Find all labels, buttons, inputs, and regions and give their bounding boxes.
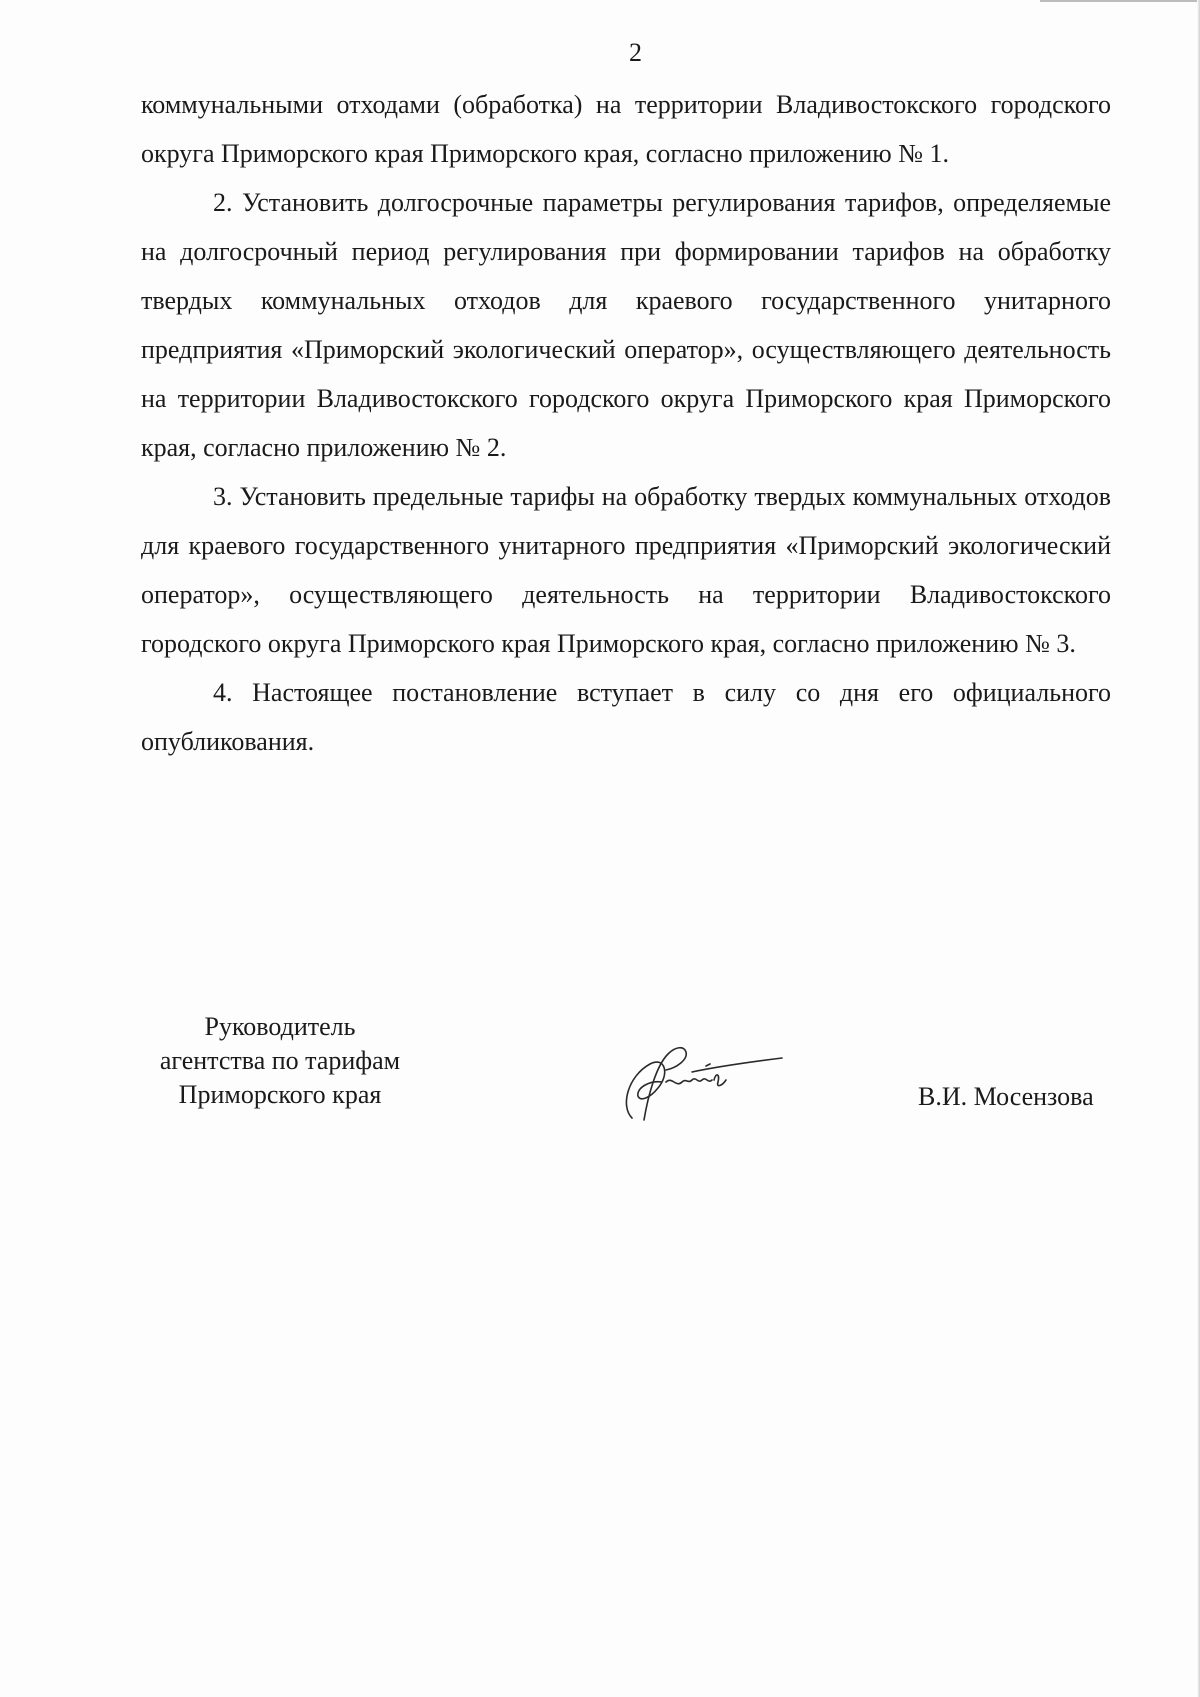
- paragraph-continuation: коммунальными отходами (обработка) на территории Владивостокского городского округа Приморского края Приморского края, согласно приложению № 1.: [141, 90, 1111, 168]
- document-body: [141, 80, 1111, 766]
- paragraph-4: 4. Настоящее постановление вступает в силу со дня его официального опубликования.: [141, 678, 1111, 756]
- signer-position-line-3: Приморского края: [178, 1080, 382, 1109]
- signer-position-line-2: агентства по тарифам: [159, 1046, 401, 1075]
- paragraph-2: 2. Установить долгосрочные параметры регулирования тарифов, определяемые на долгосрочный период регулирования при формировании тарифов на обработку твердых коммунальных отходов для краевого государственного унитарного предприятия «Приморский экологический оператор», осуществляющего деятельность на территории Владивостокского городского округа Приморского края Приморского края, согласно приложению № 2.: [141, 188, 1111, 462]
- signer-position: [130, 1010, 430, 1112]
- scan-edge-top: [1040, 0, 1200, 2]
- paragraph-3: 3. Установить предельные тарифы на обработку твердых коммунальных отходов для краевого государственного унитарного предприятия «Приморский экологический оператор», осуществляющего деятельность на территории Владивостокского городского округа Приморского края Приморского края, согласно приложению № 3.: [141, 482, 1111, 658]
- signer-name: В.И. Мосензова: [918, 1082, 1094, 1111]
- handwritten-signature: [610, 1036, 790, 1126]
- page-number: 2: [629, 38, 642, 67]
- signer-position-line-1: Руководитель: [204, 1012, 356, 1041]
